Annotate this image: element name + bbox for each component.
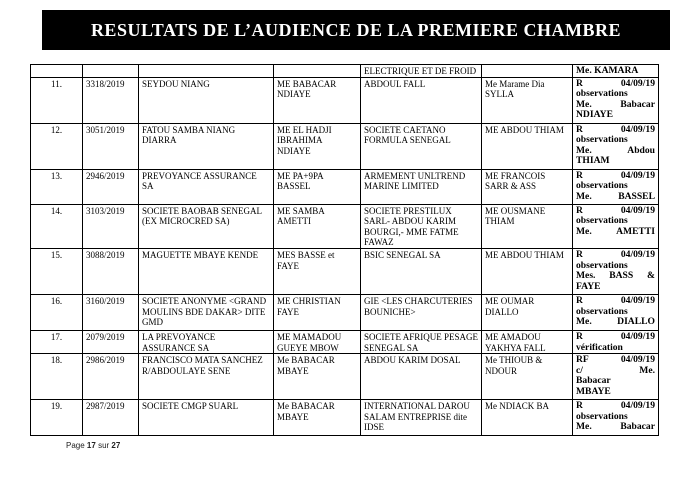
case-id-cell: 2079/2019	[83, 330, 139, 353]
defendant-lawyer-cell: ME OUSMANE THIAM	[482, 204, 573, 248]
result-line: Me. AMETTI	[576, 225, 655, 237]
result-cell	[573, 204, 659, 248]
result-line: R 04/09/19	[576, 77, 655, 89]
result-line: R 04/09/19	[576, 204, 655, 216]
result-line: R 04/09/19	[576, 294, 655, 306]
defendant-cell: SOCIETE CAETANO FORMULA SENEGAL	[361, 123, 482, 169]
table-row	[31, 77, 659, 123]
plaintiff-cell: SOCIETE CMGP SUARL	[139, 400, 274, 436]
table-row	[31, 123, 659, 169]
table-row	[31, 330, 659, 353]
case-id-cell: 3088/2019	[83, 248, 139, 294]
result-line: THIAM	[576, 155, 610, 167]
defendant-cell: ABDOU KARIM DOSAL	[361, 354, 482, 400]
plaintiff-cell: MAGUETTE MBAYE KENDE	[139, 248, 274, 294]
continuation-result: Me. KAMARA	[573, 65, 659, 78]
defendant-lawyer-cell: ME FRANCOIS SARR & ASS	[482, 169, 573, 204]
continuation-defendant: ELECTRIQUE ET DE FROID	[361, 65, 482, 78]
plaintiff-lawyer-cell: ME BABACAR NDIAYE	[274, 77, 361, 123]
plaintiff-lawyer-cell: ME EL HADJI IBRAHIMA NDIAYE	[274, 123, 361, 169]
case-id-cell: 2987/2019	[83, 400, 139, 436]
result-line: Babacar	[576, 375, 611, 387]
result-cell	[573, 123, 659, 169]
case-id-cell: 3160/2019	[83, 294, 139, 330]
result-line: R 04/09/19	[576, 330, 655, 342]
result-line: Me. Babacar	[576, 98, 655, 110]
plaintiff-lawyer-cell: ME PA+9PA BASSEL	[274, 169, 361, 204]
result-cell	[573, 77, 659, 123]
defendant-lawyer-cell: ME AMADOU YAKHYA FALL	[482, 330, 573, 353]
defendant-lawyer-cell: Me NDIACK BA	[482, 400, 573, 436]
result-line: observations	[576, 134, 628, 146]
defendant-cell: SOCIETE AFRIQUE PESAGE SENEGAL SA	[361, 330, 482, 353]
plaintiff-cell: SOCIETE BAOBAB SENEGAL (EX MICROCRED SA)	[139, 204, 274, 248]
case-id-cell: 3103/2019	[83, 204, 139, 248]
result-line: Me. DIALLO	[576, 316, 655, 328]
result-line: R 04/09/19	[576, 248, 655, 260]
plaintiff-lawyer-cell: Me BABACAR MBAYE	[274, 354, 361, 400]
plaintiff-lawyer-cell: ME SAMBA AMETTI	[274, 204, 361, 248]
case-number-cell: 13.	[31, 169, 83, 204]
table-row	[31, 400, 659, 436]
plaintiff-lawyer-cell: ME CHRISTIAN FAYE	[274, 294, 361, 330]
result-line: R 04/09/19	[576, 400, 655, 412]
result-line: observations	[576, 215, 628, 227]
plaintiff-cell: SEYDOU NIANG	[139, 77, 274, 123]
result-line: observations	[576, 410, 628, 422]
table-row	[31, 354, 659, 400]
plaintiff-cell: LA PREVOYANCE ASSURANCE SA	[139, 330, 274, 353]
table-row	[31, 169, 659, 204]
result-line: MBAYE	[576, 385, 611, 397]
result-cell	[573, 400, 659, 436]
result-cell	[573, 354, 659, 400]
footer-sep: sur	[98, 441, 110, 450]
plaintiff-lawyer-cell: Me BABACAR MBAYE	[274, 400, 361, 436]
result-cell	[573, 248, 659, 294]
table-row	[31, 204, 659, 248]
case-number-cell: 18.	[31, 354, 83, 400]
page-title: RESULTATS DE L’AUDIENCE DE LA PREMIERE CHAMBRE	[42, 10, 670, 50]
defendant-cell: GIE <LES CHARCUTERIES BOUNICHE>	[361, 294, 482, 330]
footer-prefix: Page	[66, 441, 85, 450]
case-number-cell: 17.	[31, 330, 83, 353]
plaintiff-lawyer-cell: ME MAMADOU GUEYE MBOW	[274, 330, 361, 353]
case-id-cell: 3051/2019	[83, 123, 139, 169]
plaintiff-lawyer-cell: MES BASSE et FAYE	[274, 248, 361, 294]
defendant-lawyer-cell: Me Marame Dia SYLLA	[482, 77, 573, 123]
result-cell	[573, 169, 659, 204]
result-line: R 04/09/19	[576, 169, 655, 181]
defendant-lawyer-cell: ME ABDOU THIAM	[482, 248, 573, 294]
case-number-cell: 14.	[31, 204, 83, 248]
plaintiff-cell: PREVOYANCE ASSURANCE SA	[139, 169, 274, 204]
result-line: Mes. BASS &	[576, 270, 655, 282]
table-row	[31, 248, 659, 294]
defendant-cell: INTERNATIONAL DAROU SALAM ENTREPRISE dite IDSE	[361, 400, 482, 436]
result-line: Me. Abdou	[576, 144, 655, 156]
result-line: observations	[576, 259, 628, 271]
results-table	[30, 64, 659, 436]
continuation-row	[31, 65, 659, 78]
result-line: observations	[576, 305, 628, 317]
table-row	[31, 294, 659, 330]
plaintiff-cell: SOCIETE ANONYME <GRAND MOULINS BDE DAKAR> DITE GMD	[139, 294, 274, 330]
result-cell	[573, 330, 659, 353]
case-number-cell: 19.	[31, 400, 83, 436]
plaintiff-cell: FRANCISCO MATA SANCHEZ R/ABDOULAYE SENE	[139, 354, 274, 400]
result-line: Me. BASSEL	[576, 190, 655, 202]
page-footer	[66, 441, 120, 450]
result-line: observations	[576, 180, 628, 192]
result-line: c/ Me.	[576, 364, 655, 376]
defendant-cell: SOCIETE PRESTILUX SARL- ABDOU KARIM BOURGI,- MME FATME FAWAZ	[361, 204, 482, 248]
result-line: observations	[576, 88, 628, 100]
defendant-cell: BSIC SENEGAL SA	[361, 248, 482, 294]
result-line: RF 04/09/19	[576, 354, 655, 366]
result-cell	[573, 294, 659, 330]
case-number-cell: 11.	[31, 77, 83, 123]
footer-page: 17	[86, 441, 96, 450]
plaintiff-cell: FATOU SAMBA NIANG DIARRA	[139, 123, 274, 169]
defendant-lawyer-cell: ME OUMAR DIALLO	[482, 294, 573, 330]
result-line: FAYE	[576, 280, 601, 292]
case-number-cell: 16.	[31, 294, 83, 330]
case-id-cell: 3318/2019	[83, 77, 139, 123]
defendant-lawyer-cell: ME ABDOU THIAM	[482, 123, 573, 169]
result-line: R 04/09/19	[576, 123, 655, 135]
result-line: Me. Babacar	[576, 421, 655, 433]
footer-total: 27	[111, 441, 121, 450]
result-line: NDIAYE	[576, 109, 613, 121]
result-line: vérification	[576, 341, 623, 353]
case-id-cell: 2946/2019	[83, 169, 139, 204]
case-number-cell: 15.	[31, 248, 83, 294]
defendant-cell: ABDOUL FALL	[361, 77, 482, 123]
case-number-cell: 12.	[31, 123, 83, 169]
defendant-lawyer-cell: Me THIOUB & NDOUR	[482, 354, 573, 400]
defendant-cell: ARMEMENT UNLTREND MARINE LIMITED	[361, 169, 482, 204]
case-id-cell: 2986/2019	[83, 354, 139, 400]
